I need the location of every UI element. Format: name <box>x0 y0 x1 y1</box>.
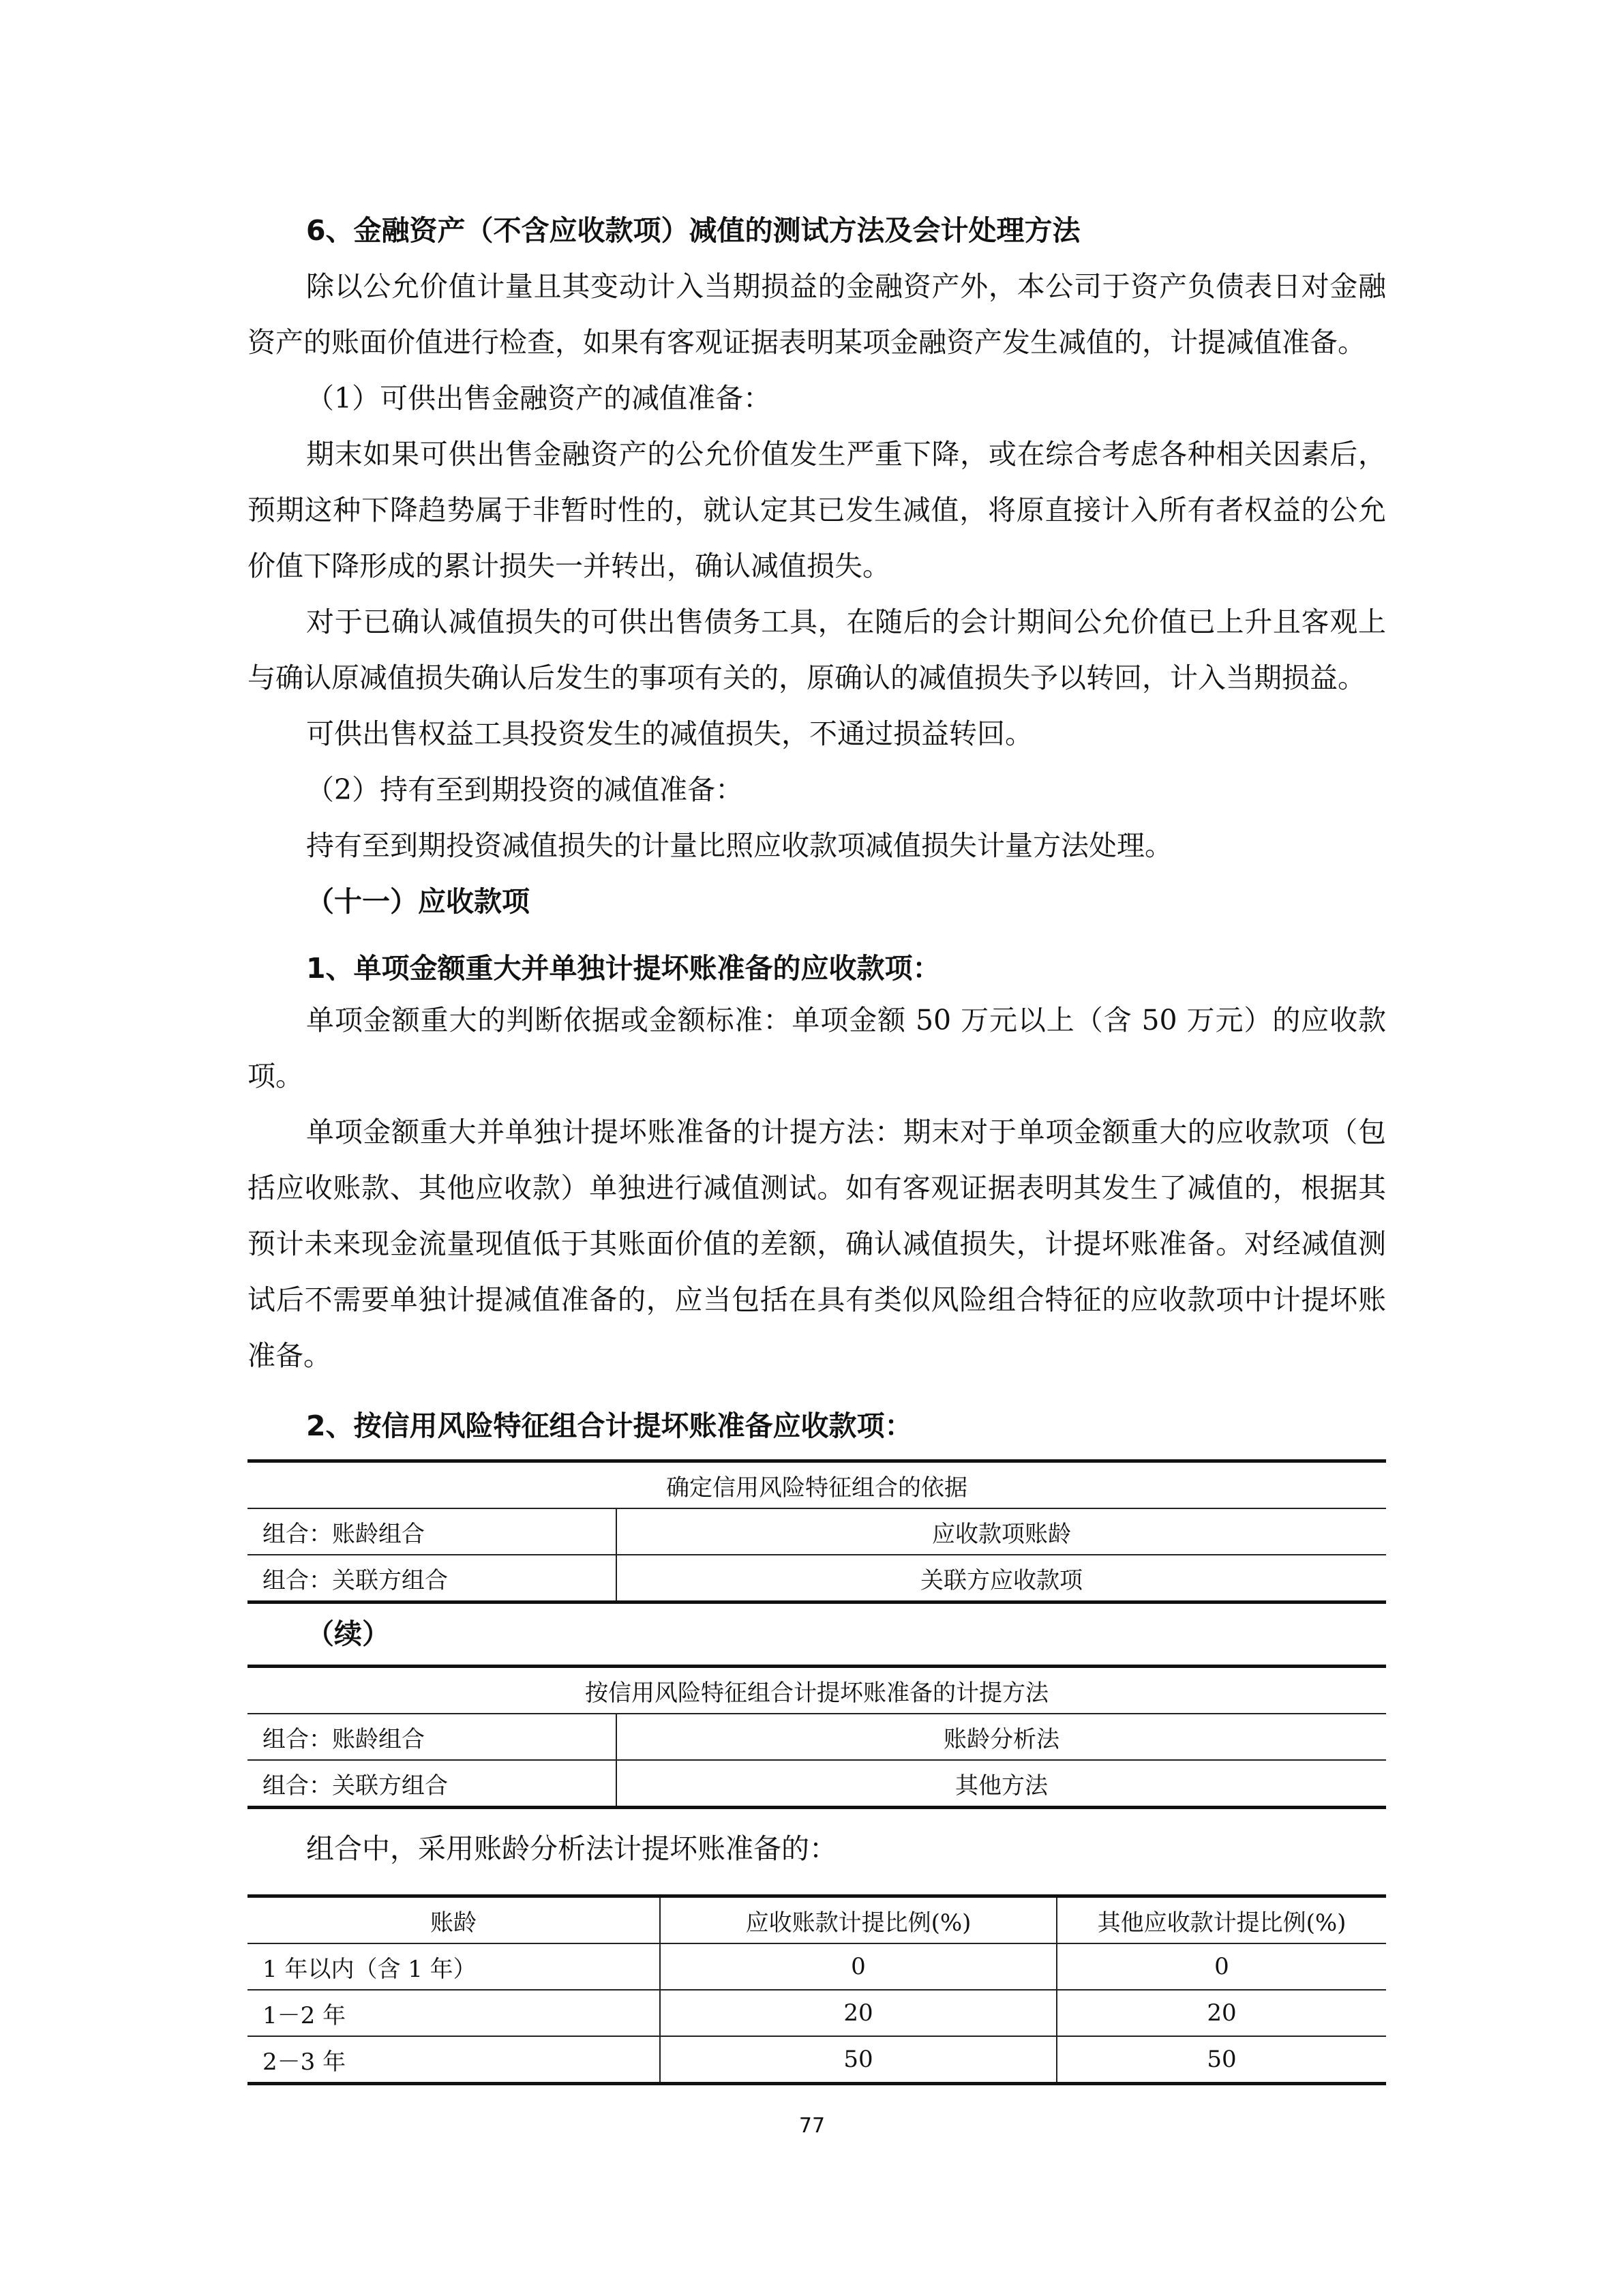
table-row <box>247 1943 1386 1990</box>
column-header: 账龄 <box>247 1896 660 1944</box>
section-11-heading: （十一）应收款项 <box>306 885 530 918</box>
table-row <box>247 1508 1386 1555</box>
table-cell: 组合：关联方组合 <box>247 1760 616 1808</box>
table-cell: 组合：账龄组合 <box>247 1508 616 1555</box>
table-row <box>247 1555 1386 1602</box>
aging-intro: 组合中，采用账龄分析法计提坏账准备的： <box>306 1832 837 1865</box>
section-11-heading-2: 2、按信用风险特征组合计提坏账准备应收款项： <box>306 1410 913 1442</box>
subheading-2: （2）持有至到期投资的减值准备： <box>306 773 744 806</box>
subheading-1: （1）可供出售金融资产的减值准备： <box>306 382 772 415</box>
section-6-paragraph-3: 对于已确认减值损失的可供出售债务工具，在随后的会计期间公允价值已上升且客观上与确认原减值损失确认后发生的事项有关的，原确认的减值损失予以转回，计入当期损益。 <box>247 606 1386 694</box>
table-cell: 2－3 年 <box>247 2036 660 2084</box>
column-header: 应收账款计提比例(%) <box>660 1896 1057 1944</box>
table-cell: 20 <box>1057 1990 1386 2036</box>
table-cell: 20 <box>660 1990 1057 2036</box>
section-11-paragraph-1: 单项金额重大的判断依据或金额标准：单项金额 50 万元以上（含 50 万元）的应收款项。 <box>247 1004 1386 1092</box>
section-6-paragraph-4: 可供出售权益工具投资发生的减值损失，不通过损益转回。 <box>306 717 1033 750</box>
table-header-row <box>247 1896 1386 1944</box>
table-header: 确定信用风险特征组合的依据 <box>247 1461 1386 1509</box>
column-header: 其他应收款计提比例(%) <box>1057 1896 1386 1944</box>
table-row <box>247 2036 1386 2084</box>
table-cell: 50 <box>1057 2036 1386 2084</box>
table-cell: 1 年以内（含 1 年） <box>247 1943 660 1990</box>
table-cell: 关联方应收款项 <box>616 1555 1386 1602</box>
page-number: 77 <box>798 2114 826 2138</box>
continued-label: （续） <box>306 1617 390 1650</box>
section-6-heading: 6、金融资产（不含应收款项）减值的测试方法及会计处理方法 <box>306 214 1081 247</box>
table-header: 按信用风险特征组合计提坏账准备的计提方法 <box>247 1667 1386 1714</box>
combination-basis-table <box>247 1459 1386 1604</box>
table-row <box>247 1760 1386 1808</box>
table-cell: 0 <box>660 1943 1057 1990</box>
section-11-heading-1: 1、单项金额重大并单独计提坏账准备的应收款项： <box>306 952 941 985</box>
section-11-paragraph-2: 单项金额重大并单独计提坏账准备的计提方法：期末对于单项金额重大的应收款项（包括应收账款、其他应收款）单独进行减值测试。如有客观证据表明其发生了减值的，根据其预计未来现金流量现值低于其账面价值的差额，确认减值损失，计提坏账准备。对经减值测试后不需要单独计提减值准备的，应当包括在具有类似风险组合特征的应收款项中计提坏账准备。 <box>247 1116 1386 1372</box>
section-6-paragraph-1: 除以公允价值计量且其变动计入当期损益的金融资产外，本公司于资产负债表日对金融资产的账面价值进行检查，如果有客观证据表明某项金融资产发生减值的，计提减值准备。 <box>247 270 1386 359</box>
table-cell: 其他方法 <box>616 1760 1386 1808</box>
table-cell: 0 <box>1057 1943 1386 1990</box>
provision-method-table <box>247 1665 1386 1809</box>
table-cell: 组合：关联方组合 <box>247 1555 616 1602</box>
table-cell: 50 <box>660 2036 1057 2084</box>
table-cell: 账龄分析法 <box>616 1714 1386 1760</box>
table-row <box>247 1714 1386 1760</box>
aging-ratio-table <box>247 1894 1386 2085</box>
section-6-paragraph-5: 持有至到期投资减值损失的计量比照应收款项减值损失计量方法处理。 <box>306 829 1173 862</box>
table-cell: 应收款项账龄 <box>616 1508 1386 1555</box>
section-6-paragraph-2: 期末如果可供出售金融资产的公允价值发生严重下降，或在综合考虑各种相关因素后，预期这种下降趋势属于非暂时性的，就认定其已发生减值，将原直接计入所有者权益的公允价值下降形成的累计损失一并转出，确认减值损失。 <box>247 438 1386 582</box>
table-cell: 1－2 年 <box>247 1990 660 2036</box>
table-row <box>247 1990 1386 2036</box>
table-cell: 组合：账龄组合 <box>247 1714 616 1760</box>
